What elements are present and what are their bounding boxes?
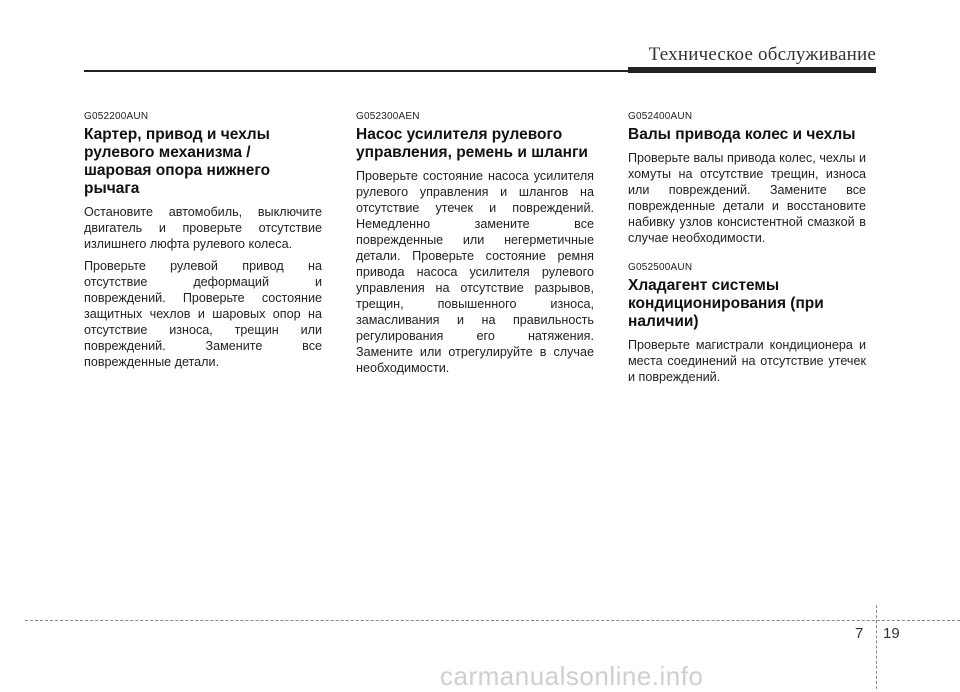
section-code: G052500AUN	[628, 262, 693, 273]
header-rule-accent	[628, 67, 876, 73]
column-2	[356, 111, 594, 382]
section-title: Картер, привод и чехлы рулевого механизма / шаровая опора нижнего рычага	[84, 126, 271, 197]
page-number: 19	[883, 625, 900, 642]
chapter-number: 7	[855, 625, 864, 642]
section-code: G052200AUN	[84, 111, 149, 122]
section-paragraph: Остановите автомобиль, выключите двигатель и проверьте отсутствие излишнего люфта рулевого колеса.	[84, 205, 322, 251]
section-paragraph: Проверьте состояние насоса усилителя рулевого управления и шлангов на отсутствие утечек и повреждений. Немедленно замените все поврежденные или негерметичные детали. Проверьте состояние ремня привода насоса усилителя рулевого управления на отсутствие разрывов, трещин, повышенного износа, замасливания и на правильность регулирования его натяжения. Замените или отрегулируйте в случае необходимости.	[356, 169, 594, 375]
footer-rule	[25, 620, 960, 621]
section-code: G052400AUN	[628, 111, 693, 122]
section-paragraph: Проверьте валы привода колес, чехлы и хомуты на отсутствие трещин, износа или повреждений. Замените все поврежденные детали и восстановите набивку узлов консистентной смазкой в случае необходимости.	[628, 151, 866, 245]
page-header-title: Техническое обслуживание	[648, 44, 876, 65]
section-gap	[628, 252, 866, 262]
section-paragraph: Проверьте рулевой привод на отсутствие деформаций и повреждений. Проверьте состояние защитных чехлов и шаровых опор на отсутствие износа, трещин или повреждений. Замените все поврежденные детали.	[84, 259, 322, 369]
section-title: Хладагент системы кондиционирования (при наличии)	[628, 277, 824, 330]
column-3	[628, 111, 866, 391]
footer-divider	[876, 605, 877, 689]
column-1	[84, 111, 322, 376]
section-title: Насос усилителя рулевого управления, ремень и шланги	[356, 126, 588, 161]
watermark: carmanualsonline.info	[440, 661, 704, 691]
section-title: Валы привода колес и чехлы	[628, 126, 856, 143]
section-code: G052300AEN	[356, 111, 420, 122]
section-paragraph: Проверьте магистрали кондиционера и места соединений на отсутствие утечек и повреждений.	[628, 338, 866, 384]
